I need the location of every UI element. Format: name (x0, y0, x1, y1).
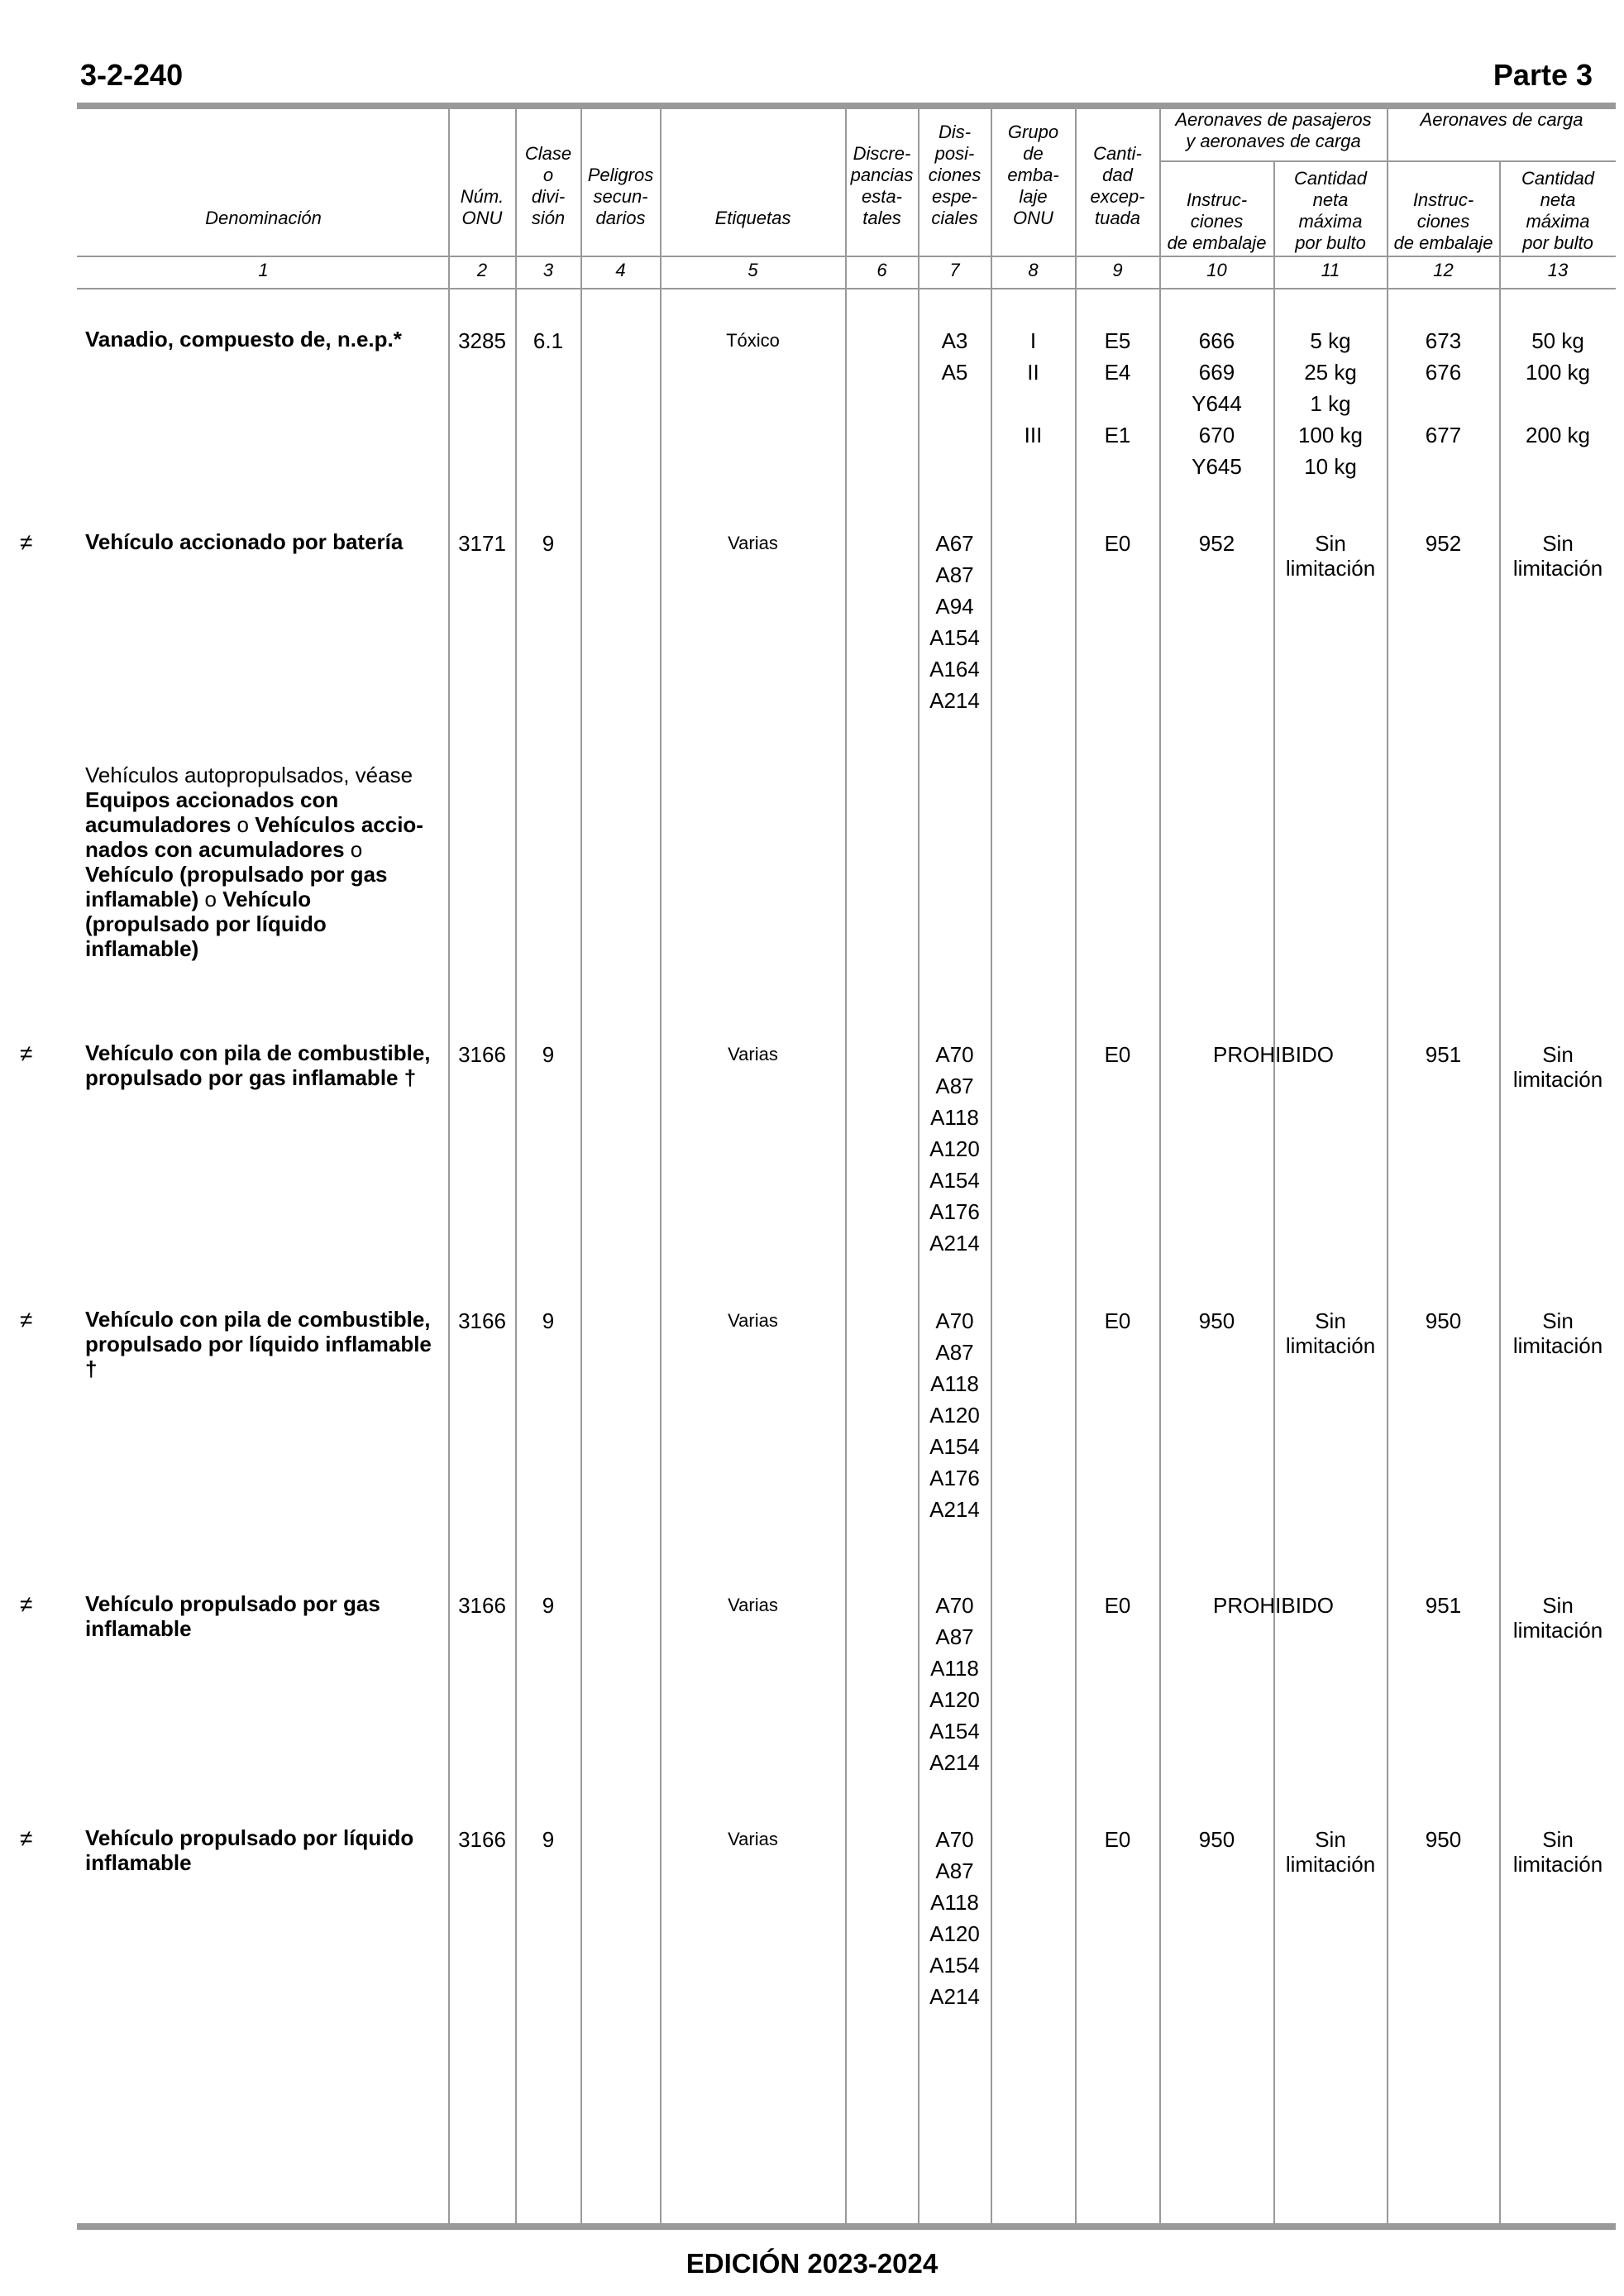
row-label: Tóxico (726, 330, 780, 351)
col-cantidad-label: Canti- dad excep- tuada (1090, 143, 1145, 228)
row-cargo-packing-instruction: 950 (1425, 1308, 1462, 1333)
col-number-6: 6 (876, 260, 887, 280)
row-excepted-quantity: E0 (1104, 1042, 1131, 1067)
change-mark: ≠ (20, 1307, 33, 1332)
col-clase-label: Clase o divi- sión (524, 143, 572, 228)
row-cargo-max-quantity: 50 kg 100 kg 200 kg (1525, 328, 1591, 447)
row-un-number: 3171 (458, 531, 506, 556)
row-special-provisions: A70 A87 A118 A120 A154 A214 (929, 1593, 980, 1775)
row-class: 9 (542, 1827, 555, 1852)
row-un-number: 3166 (458, 1593, 506, 1618)
part-label: Parte 3 (1493, 58, 1593, 92)
row-name: Vehículo propulsado por líquido inflamable (85, 1825, 414, 1875)
row-pax-max-quantity: Sin limitación (1285, 531, 1376, 581)
col-number-11: 11 (1321, 260, 1340, 280)
row-pax-prohibited: PROHIBIDO (1213, 1593, 1334, 1618)
row-un-number: 3166 (458, 1308, 506, 1333)
col-rule-4 (660, 108, 662, 2223)
page-number: 3-2-240 (80, 58, 184, 92)
col-number-3: 3 (542, 260, 554, 280)
col-discrepancias-label: Discre- pancias esta- tales (850, 143, 914, 228)
row-cargo-max-quantity: Sin limitación (1512, 1308, 1603, 1358)
col-number-1: 1 (258, 260, 269, 280)
row-class: 9 (542, 1593, 555, 1618)
row-cargo-max-quantity: Sin limitación (1512, 1593, 1603, 1643)
col-number-4: 4 (615, 260, 626, 280)
cross-reference: Vehículos autopropulsados, véase Equipos accionados con acumuladores o Vehículos accio-nados con acumuladores o Vehículo (propulsado por gas inflamable) o Vehículo (propulsado por líquido inflamable) (85, 763, 423, 961)
row-excepted-quantity: E0 (1104, 1593, 1131, 1618)
col-rule-2 (515, 108, 517, 2223)
change-mark: ≠ (20, 1591, 33, 1617)
row-cargo-packing-instruction: 951 (1425, 1042, 1462, 1067)
col-number-2: 2 (476, 260, 488, 280)
row-cargo-packing-instruction: 951 (1425, 1593, 1462, 1618)
group-pasajeros-label: Aeronaves de pasajeros y aeronaves de carga (1175, 109, 1372, 151)
row-name: Vehículo propulsado por gas inflamable (85, 1591, 380, 1641)
row-pax-packing-instruction: 950 (1198, 1827, 1235, 1852)
col-instrucciones-pax-label: Instruc- ciones de embalaje (1167, 189, 1267, 253)
col-rule-3 (580, 108, 582, 2223)
row-pax-packing-instruction: 952 (1198, 531, 1235, 556)
row-cargo-packing-instruction: 952 (1425, 531, 1462, 556)
col-rule-5 (845, 108, 847, 2223)
change-mark: ≠ (20, 1040, 33, 1066)
change-mark: ≠ (20, 1825, 33, 1851)
row-cargo-max-quantity: Sin limitación (1512, 1827, 1603, 1877)
row-label: Varias (728, 1829, 778, 1849)
row-special-provisions: A70 A87 A118 A120 A154 A176 A214 (929, 1042, 980, 1256)
col-number-7: 7 (949, 260, 960, 280)
row-un-number: 3285 (458, 328, 506, 353)
row-label: Varias (728, 1595, 778, 1615)
row-class: 9 (542, 531, 555, 556)
col-number-9: 9 (1112, 260, 1123, 280)
row-excepted-quantity: E0 (1104, 1308, 1131, 1333)
col-number-12: 12 (1433, 260, 1454, 280)
row-excepted-quantity: E5 E4 E1 (1104, 328, 1131, 447)
col-denominacion-label: Denominación (205, 208, 322, 228)
row-packing-group: I II III (1024, 328, 1043, 447)
col-etiquetas-label: Etiquetas (714, 208, 791, 228)
row-label: Varias (728, 1310, 778, 1331)
col-rule-12 (1499, 160, 1501, 2223)
col-grupo-label: Grupo de emba- laje ONU (1007, 122, 1059, 228)
col-onu-label: Núm. ONU (460, 186, 504, 228)
row-un-number: 3166 (458, 1042, 506, 1067)
col-peligros-label: Peligros secun- darios (587, 165, 654, 228)
col-number-8: 8 (1028, 260, 1039, 280)
row-name: Vehículo con pila de combustible, propulsado por gas inflamable † (85, 1040, 431, 1090)
row-pax-max-quantity: Sin limitación (1285, 1308, 1376, 1358)
row-pax-packing-instruction: 666 669 Y644 670 Y645 (1192, 328, 1242, 479)
col-rule-1 (448, 108, 450, 2223)
col-number-5: 5 (748, 260, 758, 280)
col-instrucciones-cargo-label: Instruc- ciones de embalaje (1393, 189, 1493, 253)
table-bottom-rule (77, 2223, 1616, 2230)
row-cargo-packing-instruction: 950 (1425, 1827, 1462, 1852)
col-number-10: 10 (1206, 260, 1227, 280)
row-name: Vehículo con pila de combustible, propulsado por líquido inflamable † (85, 1307, 432, 1381)
row-label: Varias (728, 533, 778, 553)
col-cantidad-cargo-label: Cantidad neta máxima por bulto (1521, 168, 1595, 253)
row-un-number: 3166 (458, 1827, 506, 1852)
row-class: 9 (542, 1042, 555, 1067)
row-special-provisions: A3 A5 (941, 328, 968, 385)
group-carga-label: Aeronaves de carga (1420, 109, 1583, 130)
row-pax-packing-instruction: 950 (1198, 1308, 1235, 1333)
change-mark: ≠ (20, 529, 33, 555)
row-name: Vanadio, compuesto de, n.e.p.* (85, 327, 402, 352)
row-special-provisions: A67 A87 A94 A154 A164 A214 (929, 531, 980, 713)
col-cantidad-pax-label: Cantidad neta máxima por bulto (1293, 168, 1368, 253)
row-pax-prohibited: PROHIBIDO (1213, 1042, 1334, 1067)
row-cargo-max-quantity: Sin limitación (1512, 531, 1603, 581)
row-class: 6.1 (533, 328, 564, 353)
row-pax-max-quantity: Sin limitación (1285, 1827, 1376, 1877)
edition-footer: EDICIÓN 2023-2024 (685, 2248, 939, 2279)
row-excepted-quantity: E0 (1104, 531, 1131, 556)
row-excepted-quantity: E0 (1104, 1827, 1131, 1852)
row-name: Vehículo accionado por batería (85, 529, 404, 554)
row-special-provisions: A70 A87 A118 A120 A154 A176 A214 (929, 1308, 980, 1522)
row-pax-max-quantity: 5 kg 25 kg 1 kg 100 kg 10 kg (1297, 328, 1364, 479)
row-class: 9 (542, 1308, 555, 1333)
row-cargo-packing-instruction: 673 676 677 (1425, 328, 1462, 447)
row-special-provisions: A70 A87 A118 A120 A154 A214 (929, 1827, 980, 2009)
row-label: Varias (728, 1044, 778, 1064)
row-cargo-max-quantity: Sin limitación (1512, 1042, 1603, 1092)
col-disposiciones-label: Dis- posi- ciones espe- ciales (928, 122, 982, 228)
col-number-13: 13 (1547, 260, 1569, 280)
